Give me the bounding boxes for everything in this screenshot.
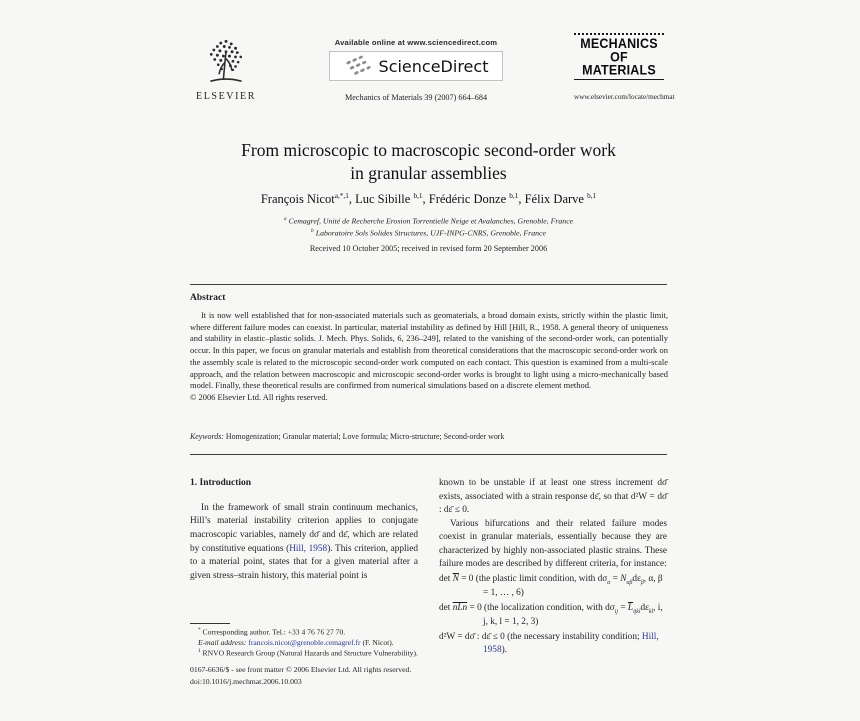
journal-logo-line1: MECHANICS (580, 36, 658, 52)
author-name: François Nicot (260, 192, 335, 207)
received-dates: Received 10 October 2005; received in revised form 20 September 2006 (309, 244, 548, 253)
journal-logo-block (574, 33, 675, 101)
email-link[interactable]: francois.nicot@grenoble.cemagref.fr (246, 637, 361, 647)
abstract-text: It is now well established that for non-associated materials such as geomaterials, a broad domain exists, strictly within the plastic limit, where different failure modes can coexist. In particular, material instability as defined by Hill [Hill, R., 1958. A general theory of uniqueness and stability in elastic–plastic solids. J. Mech. Phys. Solids, 6, 236–249], related to the vanishing of the second-order work, can potentially occur. In this paper, we focus on granular materials and establish from theoretical considerations that the macroscopic second-order work on the assembly scale is related to the microscopic second-order work computed on each contact. This question is examined from a multi-scale approach, and the relation between macroscopic and microscopic second-order works is brought to light using a micro-mechanically based model. Finally, these theoretical results are confirmed from numerical simulations based on a discrete element method. (190, 310, 668, 391)
author-name: Frédéric Donze (428, 192, 507, 207)
affiliation-a-superscript: a (283, 216, 287, 222)
criterion-second-order-work: d²W = dσ̄ : dε̄ ≤ 0 (the necessary instability condition; Hill, 1958). (439, 631, 659, 656)
right-paragraph-2: Various bifurcations and their related failure modes coexist in granular materials, essentially because they are characterized by highly non-associated plastic strains. These failure modes are described by different criteria, for instance: (439, 518, 667, 570)
abstract-top-rule (190, 284, 667, 285)
authors-line (190, 192, 667, 207)
tensor-N-overline: $\overline{N}$ (452, 573, 459, 584)
journal-citation: Mechanics of Materials 39 (2007) 664–684 (344, 93, 488, 102)
author-name: Luc Sibille (355, 192, 411, 207)
criterion-localization: $\det \overline{n}\overline{L}\overline{n} = 0$ (the localization condition, with $d\sigma_{ij} = \overline{L}_{ijkl}d\varepsilon_{kl}$, i, j, k, l = 1, 2, 3) (439, 602, 663, 628)
affiliation-a (190, 216, 667, 228)
keywords-text: Homogenization; Granular material; Love formula; Micro-structure; Second-order work (223, 432, 505, 441)
author-superscript: b,1 (509, 192, 519, 200)
article-footer (190, 664, 668, 688)
email-tail: (F. Nicot). (360, 637, 394, 647)
article-title-line2: in granular assemblies (350, 163, 507, 184)
intro-paragraph (190, 502, 418, 583)
copyright-line: © 2006 Elsevier Ltd. All rights reserved. (190, 392, 328, 403)
tensor-L-double-overline: $\overline{L}$ (457, 602, 463, 613)
footnote-corresponding-author: * Corresponding author. Tel.: +33 4 76 76 27 70. (198, 627, 346, 637)
elsevier-tree-icon (200, 36, 252, 90)
keywords-bottom-rule (190, 454, 667, 455)
tensor-L-double-overline: $\overline{L}$ (627, 602, 634, 613)
footnote-star-marker: * (198, 627, 201, 634)
citation-link-hill-1958[interactable]: Hill, 1958 (289, 543, 328, 554)
footnotes-block (190, 623, 418, 659)
journal-logo-top-rule (574, 33, 664, 35)
footnote-rule (190, 623, 230, 624)
right-column (439, 477, 667, 659)
criterion-plastic-limit: $\det \overline{N} = 0$ (the plastic limit condition, with $d\sigma_\alpha = N_{\alpha\beta}d\varepsilon_\beta$, α, β = 1, … , 6) (439, 573, 663, 599)
journal-logo-line3: MATERIALS (582, 62, 656, 78)
vector-n-overline: $\overline{n}$ (452, 602, 458, 613)
affiliation-b-superscript: b (311, 227, 314, 234)
journal-logo-bottom-rule (574, 79, 664, 80)
author-separator: , (348, 192, 356, 207)
sciencedirect-dots-icon (344, 53, 374, 79)
elsevier-wordmark: ELSEVIER (195, 91, 257, 102)
author-superscript: a,*,1 (334, 192, 349, 200)
footnote-email (190, 638, 418, 648)
intro-paragraph-text: In the framework of small strain continuum mechanics, Hill’s material instability criterion applies to conjugate macroscopic variables, namely dσ̄ and dε̄, which are related by constitutive equations ( (190, 502, 418, 554)
available-online-text: Available online at www.sciencedirect.com (334, 38, 498, 47)
keywords-label: Keywords: (190, 432, 224, 441)
intro-paragraph-text-cont: ). This criterion, applied to a material point, states that for a given material after a given stress–strain history, this material point is (190, 543, 418, 581)
email-label: E-mail address: (198, 637, 247, 647)
keywords-line (190, 432, 668, 441)
sciencedirect-block (329, 38, 503, 102)
article-title-line1: From microscopic to macroscopic second-order work (241, 140, 616, 160)
abstract-block (190, 310, 668, 404)
author-separator: , (422, 192, 429, 207)
abstract-heading: Abstract (190, 293, 226, 303)
sciencedirect-logo (329, 51, 503, 81)
sciencedirect-wordmark: ScienceDirect (378, 56, 489, 76)
author-name: Félix Darve (524, 192, 584, 207)
right-paragraph-1: known to be unstable if at least one stress increment dσ̄ exists, associated with a strain response dε̄, so that d²W = dσ̄ : dε̄ ≤ 0. (439, 478, 667, 516)
footnote-1-marker: 1 (198, 648, 201, 655)
author-separator: , (518, 192, 525, 207)
footnote-research-group: $^1$ RNVO Research Group (Natural Hazards and Structure Vulnerability). (198, 648, 418, 658)
author-superscript: b,1 (587, 192, 597, 200)
section-heading-introduction: 1. Introduction (190, 478, 252, 488)
issn-line: 0167-6636/$ - see front matter © 2006 Elsevier Ltd. All rights reserved. (190, 665, 412, 674)
journal-homepage-url: www.elsevier.com/locate/mechmat (574, 93, 675, 101)
body-columns (190, 477, 668, 659)
affiliations-block (190, 216, 667, 239)
doi-line: doi:10.1016/j.mechmat.2006.10.003 (190, 676, 302, 686)
affiliation-b-text: Laboratoire Sols Solides Structures, UJF-INPG-CNRS, Grenoble, France (313, 228, 546, 238)
journal-logo-line2: OF (610, 49, 628, 65)
elsevier-logo-block (194, 36, 258, 102)
affiliation-a-text: Cemagref, Unité de Recherche Erosion Torrentielle Neige et Avalanches, Grenoble, France (286, 216, 574, 226)
affiliation-b (190, 228, 667, 240)
left-column (190, 477, 418, 659)
article-title (190, 139, 667, 185)
author-superscript: b,1 (413, 192, 423, 200)
vector-n-overline: $\overline{n}$ (462, 602, 468, 613)
citation-link-hill-1958[interactable]: Hill, 1958 (483, 631, 659, 656)
